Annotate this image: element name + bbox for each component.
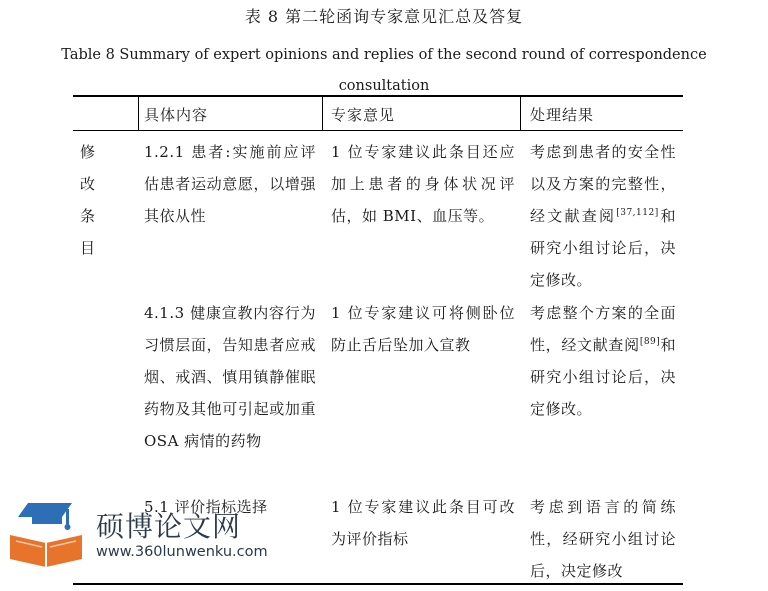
row-1-citation: [37,112] xyxy=(616,208,659,218)
table-top-rule xyxy=(73,95,683,97)
header-divider-2 xyxy=(322,97,323,130)
row-1-content: 1.2.1 患者:实施前应评估患者运动意愿，以增强其依从性 xyxy=(144,143,316,225)
category-cell: 修 改 条目 xyxy=(80,143,106,257)
table-title-english: Table 8 Summary of expert opinions and replies of the second round of correspondence consultation xyxy=(61,47,707,94)
row-1-result-text: 考虑到患者的安全性以及方案的完整性，经文献查阅 xyxy=(530,143,676,225)
row-2-content: 4.1.3 健康宣教内容行为习惯层面，告知患者应戒烟、戒酒、慎用镇静催眠药物及其他可引起或加重 OSA 病情的药物 xyxy=(144,304,316,450)
watermark-site-name: 硕博论文网 xyxy=(96,510,242,543)
row-2-citation: [89] xyxy=(639,337,661,347)
table-bottom-rule xyxy=(73,583,683,585)
header-divider-3 xyxy=(520,97,521,130)
watermark-site-url: www.360lunwenku.com xyxy=(96,544,268,560)
row-2-result-text: 考虑整个方案的全面性，经文献查阅 xyxy=(530,304,676,354)
header-result: 处理结果 xyxy=(530,106,595,124)
row-3-result: 考虑到语言的简练性，经研究小组讨论后，决定修改 xyxy=(530,498,676,580)
header-divider-1 xyxy=(138,97,139,130)
row-2-result xyxy=(530,297,676,425)
row-3-opinion: 1 位专家建议此条目可改为评价指标 xyxy=(331,498,515,548)
table-header-rule xyxy=(73,130,683,131)
row-2-result-tail: 和研究小组讨论后，决定修改。 xyxy=(530,336,676,418)
row-3-content: 5.1 评价指标选择 xyxy=(144,498,268,516)
row-1-result xyxy=(530,136,676,296)
row-2-opinion: 1 位专家建议可将侧卧位防止舌后坠加入宣教 xyxy=(331,304,515,354)
header-content: 具体内容 xyxy=(144,106,209,124)
row-1-opinion: 1 位专家建议此条目还应加上患者的身体状况评估，如 BMI、血压等。 xyxy=(331,143,515,225)
table-title-chinese: 表 8 第二轮函询专家意见汇总及答复 xyxy=(244,7,524,26)
row-1-result-tail: 和研究小组讨论后，决定修改。 xyxy=(530,207,676,289)
header-opinion: 专家意见 xyxy=(331,106,396,124)
